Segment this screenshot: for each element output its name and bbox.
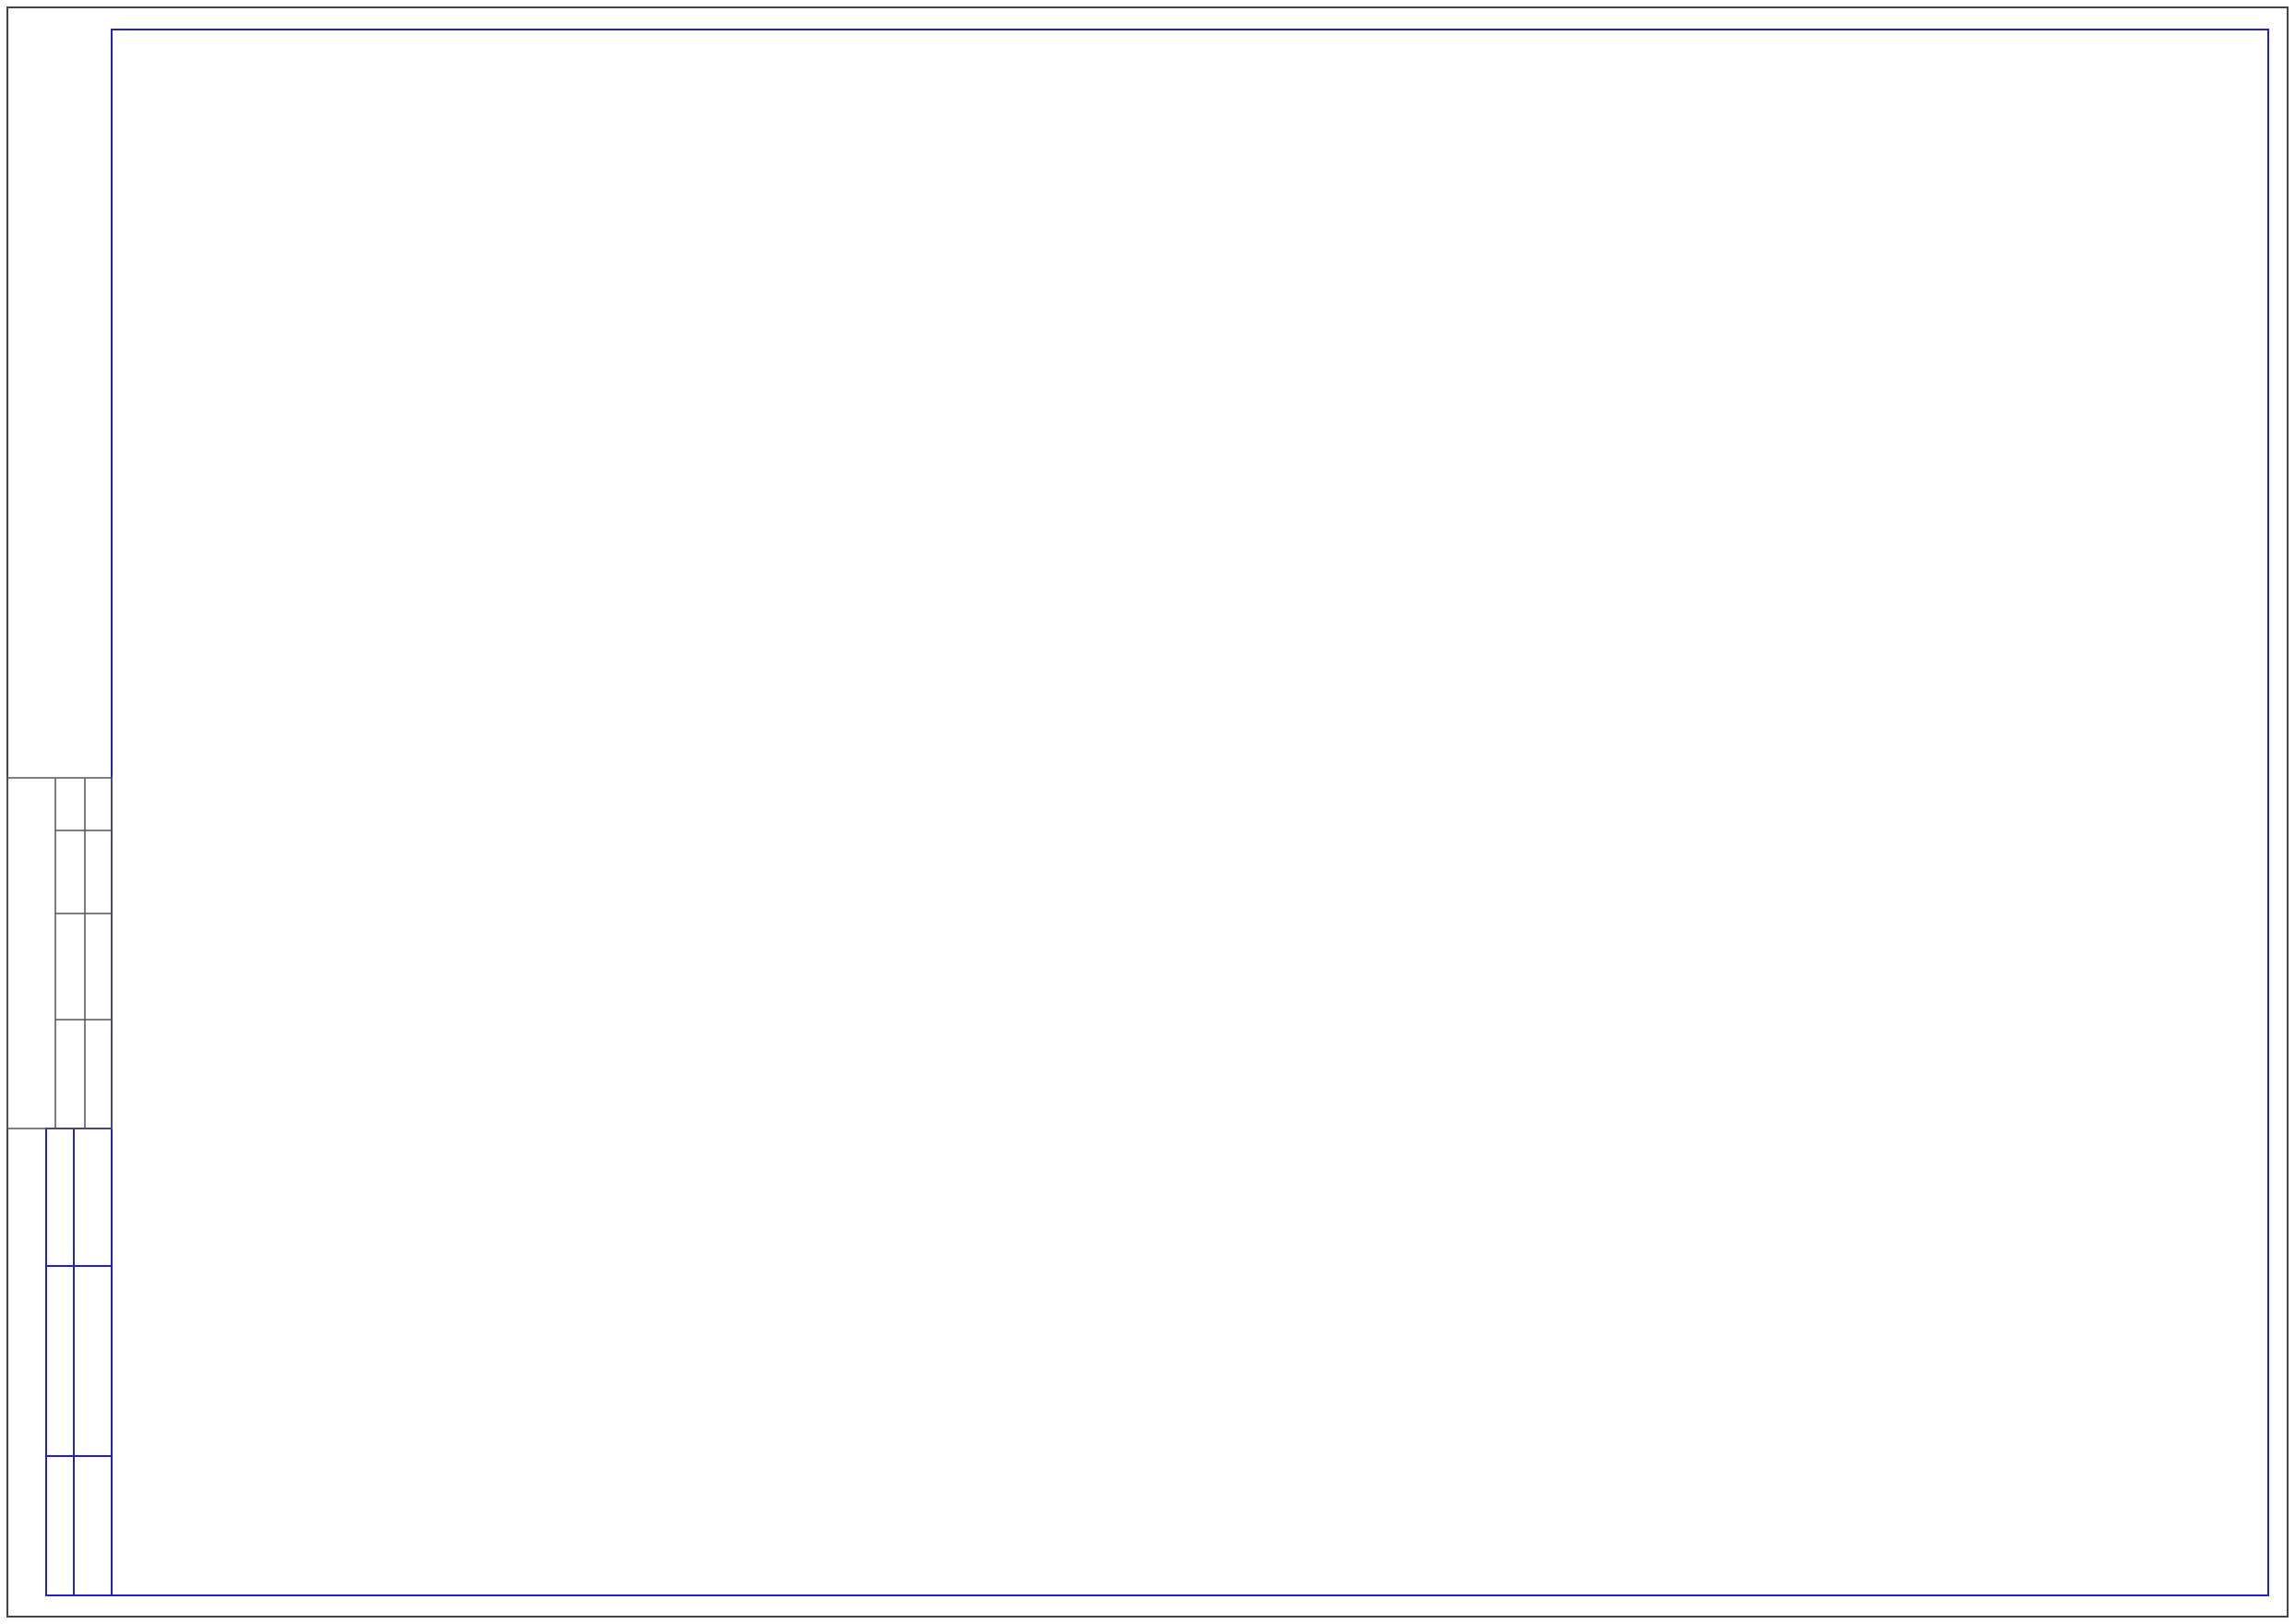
outer-border: [7, 7, 2288, 1617]
left-side-stamp: [46, 1128, 112, 1595]
agreed-grid: [7, 778, 112, 1128]
inner-frame: [112, 30, 2268, 1595]
